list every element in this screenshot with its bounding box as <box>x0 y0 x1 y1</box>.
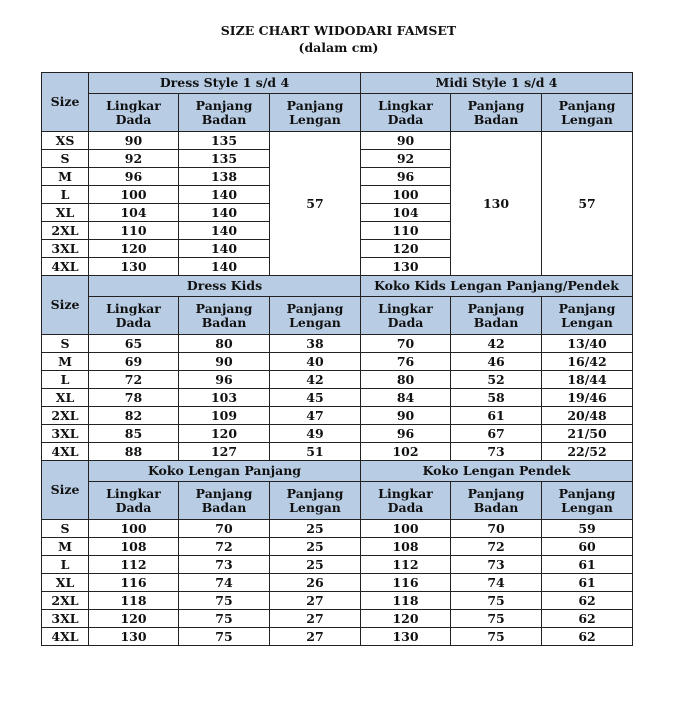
size-cell: 4XL <box>42 258 89 276</box>
value-cell: 120 <box>89 610 179 628</box>
size-cell: 3XL <box>42 240 89 258</box>
value-cell: 108 <box>361 538 451 556</box>
value-cell: 25 <box>270 520 361 538</box>
sub-header-line2: Badan <box>473 499 519 515</box>
size-header: Size <box>42 73 89 132</box>
size-cell: L <box>42 371 89 389</box>
midi-lingkar-dada-cell: 130 <box>361 258 451 276</box>
value-cell: 75 <box>451 610 542 628</box>
value-cell: 116 <box>361 574 451 592</box>
midi-panjang-badan-cell: 130 <box>451 132 542 276</box>
section-left-title: Dress Kids <box>89 276 361 297</box>
right-sub-header <box>361 482 451 520</box>
sub-header-line2: Dada <box>115 314 152 330</box>
value-cell: 13/40 <box>542 335 633 353</box>
left-sub-header <box>270 94 361 132</box>
value-cell: 75 <box>451 628 542 646</box>
value-cell: 70 <box>361 335 451 353</box>
value-cell: 118 <box>361 592 451 610</box>
sub-header-line2: Dada <box>387 314 424 330</box>
left-sub-header <box>179 94 270 132</box>
size-cell: 2XL <box>42 592 89 610</box>
value-cell: 58 <box>451 389 542 407</box>
right-sub-header <box>542 482 633 520</box>
value-cell: 49 <box>270 425 361 443</box>
section-right-title: Koko Lengan Pendek <box>361 461 633 482</box>
value-cell: 75 <box>179 628 270 646</box>
lingkar-dada-cell: 100 <box>89 186 179 204</box>
value-cell: 74 <box>451 574 542 592</box>
sub-header-row <box>42 94 633 132</box>
lingkar-dada-cell: 96 <box>89 168 179 186</box>
value-cell: 90 <box>179 353 270 371</box>
value-cell: 40 <box>270 353 361 371</box>
value-cell: 120 <box>179 425 270 443</box>
sub-header-line2: Lengan <box>561 314 613 330</box>
table-row <box>42 538 633 556</box>
sub-header-line1: Lingkar <box>106 97 161 113</box>
midi-lingkar-dada-cell: 100 <box>361 186 451 204</box>
table-row <box>42 610 633 628</box>
sub-header-line1: Panjang <box>195 485 253 501</box>
midi-lingkar-dada-cell: 110 <box>361 222 451 240</box>
value-cell: 27 <box>270 628 361 646</box>
sub-header-line1: Panjang <box>558 485 616 501</box>
sub-header-line2: Badan <box>473 314 519 330</box>
size-cell: S <box>42 150 89 168</box>
sub-header-line1: Panjang <box>467 300 525 316</box>
value-cell: 42 <box>451 335 542 353</box>
sub-header-line1: Panjang <box>286 485 344 501</box>
size-cell: XS <box>42 132 89 150</box>
value-cell: 60 <box>542 538 633 556</box>
value-cell: 100 <box>89 520 179 538</box>
sub-header-line2: Lengan <box>289 314 341 330</box>
value-cell: 109 <box>179 407 270 425</box>
value-cell: 116 <box>89 574 179 592</box>
value-cell: 61 <box>451 407 542 425</box>
midi-lingkar-dada-cell: 90 <box>361 132 451 150</box>
value-cell: 72 <box>179 538 270 556</box>
value-cell: 62 <box>542 628 633 646</box>
size-cell: 4XL <box>42 628 89 646</box>
section-left-title: Dress Style 1 s/d 4 <box>89 73 361 94</box>
value-cell: 75 <box>451 592 542 610</box>
value-cell: 102 <box>361 443 451 461</box>
size-cell: XL <box>42 574 89 592</box>
size-cell: 3XL <box>42 425 89 443</box>
value-cell: 16/42 <box>542 353 633 371</box>
midi-lingkar-dada-cell: 120 <box>361 240 451 258</box>
value-cell: 76 <box>361 353 451 371</box>
value-cell: 73 <box>451 556 542 574</box>
value-cell: 80 <box>361 371 451 389</box>
size-cell: M <box>42 168 89 186</box>
value-cell: 19/46 <box>542 389 633 407</box>
value-cell: 65 <box>89 335 179 353</box>
panjang-badan-cell: 138 <box>179 168 270 186</box>
section-header-row <box>42 73 633 94</box>
value-cell: 72 <box>451 538 542 556</box>
table-row <box>42 574 633 592</box>
value-cell: 27 <box>270 610 361 628</box>
size-cell: XL <box>42 204 89 222</box>
size-cell: S <box>42 335 89 353</box>
size-cell: 3XL <box>42 610 89 628</box>
value-cell: 26 <box>270 574 361 592</box>
table-row <box>42 556 633 574</box>
value-cell: 130 <box>361 628 451 646</box>
sub-header-line1: Panjang <box>558 300 616 316</box>
value-cell: 78 <box>89 389 179 407</box>
value-cell: 25 <box>270 538 361 556</box>
value-cell: 75 <box>179 592 270 610</box>
sub-header-row <box>42 482 633 520</box>
sub-header-line1: Lingkar <box>378 485 433 501</box>
right-sub-header <box>451 94 542 132</box>
right-sub-header <box>451 297 542 335</box>
panjang-badan-cell: 140 <box>179 222 270 240</box>
lingkar-dada-cell: 104 <box>89 204 179 222</box>
size-header: Size <box>42 276 89 335</box>
value-cell: 45 <box>270 389 361 407</box>
lingkar-dada-cell: 120 <box>89 240 179 258</box>
panjang-badan-cell: 135 <box>179 132 270 150</box>
value-cell: 18/44 <box>542 371 633 389</box>
sub-header-line2: Lengan <box>561 499 613 515</box>
sub-header-line1: Panjang <box>195 300 253 316</box>
midi-lingkar-dada-cell: 104 <box>361 204 451 222</box>
value-cell: 21/50 <box>542 425 633 443</box>
sub-header-line1: Panjang <box>286 300 344 316</box>
value-cell: 27 <box>270 592 361 610</box>
table-row <box>42 443 633 461</box>
right-sub-header <box>542 297 633 335</box>
sub-header-row <box>42 297 633 335</box>
value-cell: 25 <box>270 556 361 574</box>
sub-header-line1: Lingkar <box>106 485 161 501</box>
panjang-badan-cell: 140 <box>179 258 270 276</box>
size-cell: 4XL <box>42 443 89 461</box>
value-cell: 130 <box>89 628 179 646</box>
lingkar-dada-cell: 90 <box>89 132 179 150</box>
table-row <box>42 520 633 538</box>
value-cell: 88 <box>89 443 179 461</box>
value-cell: 20/48 <box>542 407 633 425</box>
value-cell: 112 <box>361 556 451 574</box>
value-cell: 96 <box>361 425 451 443</box>
size-cell: 2XL <box>42 407 89 425</box>
value-cell: 51 <box>270 443 361 461</box>
sub-header-line1: Lingkar <box>378 300 433 316</box>
value-cell: 52 <box>451 371 542 389</box>
sub-header-line2: Badan <box>473 111 519 127</box>
left-sub-header <box>89 482 179 520</box>
value-cell: 108 <box>89 538 179 556</box>
table-row <box>42 592 633 610</box>
right-sub-header <box>451 482 542 520</box>
sub-header-line1: Panjang <box>467 485 525 501</box>
value-cell: 73 <box>451 443 542 461</box>
value-cell: 46 <box>451 353 542 371</box>
value-cell: 61 <box>542 574 633 592</box>
sub-header-line2: Lengan <box>561 111 613 127</box>
sub-header-line1: Lingkar <box>378 97 433 113</box>
value-cell: 59 <box>542 520 633 538</box>
value-cell: 70 <box>451 520 542 538</box>
table-row <box>42 335 633 353</box>
section-header-row <box>42 461 633 482</box>
midi-lingkar-dada-cell: 96 <box>361 168 451 186</box>
right-sub-header <box>361 94 451 132</box>
value-cell: 22/52 <box>542 443 633 461</box>
value-cell: 67 <box>451 425 542 443</box>
value-cell: 103 <box>179 389 270 407</box>
sub-header-line2: Dada <box>115 499 152 515</box>
left-sub-header <box>270 482 361 520</box>
sub-header-line1: Lingkar <box>106 300 161 316</box>
midi-lingkar-dada-cell: 92 <box>361 150 451 168</box>
panjang-badan-cell: 140 <box>179 204 270 222</box>
sub-header-line2: Badan <box>201 314 247 330</box>
value-cell: 47 <box>270 407 361 425</box>
section-right-title: Koko Kids Lengan Panjang/Pendek <box>361 276 633 297</box>
value-cell: 118 <box>89 592 179 610</box>
sub-header-line2: Badan <box>201 111 247 127</box>
sub-header-line2: Badan <box>201 499 247 515</box>
chart-title: SIZE CHART WIDODARI FAMSET <box>220 23 457 38</box>
value-cell: 69 <box>89 353 179 371</box>
left-sub-header <box>89 297 179 335</box>
sub-header-line1: Panjang <box>195 97 253 113</box>
right-sub-header <box>542 94 633 132</box>
lingkar-dada-cell: 130 <box>89 258 179 276</box>
size-cell: XL <box>42 389 89 407</box>
value-cell: 90 <box>361 407 451 425</box>
value-cell: 74 <box>179 574 270 592</box>
sub-header-line1: Panjang <box>558 97 616 113</box>
sub-header-line2: Lengan <box>289 111 341 127</box>
value-cell: 42 <box>270 371 361 389</box>
section-left-title: Koko Lengan Panjang <box>89 461 361 482</box>
table-row <box>42 371 633 389</box>
size-cell: L <box>42 556 89 574</box>
left-sub-header <box>89 94 179 132</box>
value-cell: 61 <box>542 556 633 574</box>
right-sub-header <box>361 297 451 335</box>
value-cell: 85 <box>89 425 179 443</box>
value-cell: 120 <box>361 610 451 628</box>
sub-header-line1: Panjang <box>286 97 344 113</box>
table-row <box>42 389 633 407</box>
value-cell: 62 <box>542 610 633 628</box>
size-header: Size <box>42 461 89 520</box>
sub-header-line2: Dada <box>387 111 424 127</box>
sub-header-line2: Dada <box>387 499 424 515</box>
sub-header-line2: Lengan <box>289 499 341 515</box>
value-cell: 112 <box>89 556 179 574</box>
midi-panjang-lengan-cell: 57 <box>542 132 633 276</box>
value-cell: 82 <box>89 407 179 425</box>
table-row <box>42 425 633 443</box>
value-cell: 96 <box>179 371 270 389</box>
value-cell: 73 <box>179 556 270 574</box>
sub-header-line1: Panjang <box>467 97 525 113</box>
size-cell: M <box>42 353 89 371</box>
left-sub-header <box>179 297 270 335</box>
chart-subtitle: (dalam cm) <box>298 40 379 55</box>
table-row <box>42 407 633 425</box>
size-chart-table <box>41 72 633 646</box>
panjang-badan-cell: 140 <box>179 240 270 258</box>
sub-header-line2: Dada <box>115 111 152 127</box>
lingkar-dada-cell: 92 <box>89 150 179 168</box>
table-row <box>42 353 633 371</box>
dress-panjang-lengan-cell: 57 <box>270 132 361 276</box>
section-right-title: Midi Style 1 s/d 4 <box>361 73 633 94</box>
left-sub-header <box>179 482 270 520</box>
value-cell: 100 <box>361 520 451 538</box>
size-cell: S <box>42 520 89 538</box>
value-cell: 80 <box>179 335 270 353</box>
section-header-row <box>42 276 633 297</box>
size-cell: M <box>42 538 89 556</box>
size-cell: 2XL <box>42 222 89 240</box>
value-cell: 84 <box>361 389 451 407</box>
value-cell: 38 <box>270 335 361 353</box>
value-cell: 72 <box>89 371 179 389</box>
table-row <box>42 132 633 150</box>
size-cell: L <box>42 186 89 204</box>
table-row <box>42 628 633 646</box>
value-cell: 75 <box>179 610 270 628</box>
lingkar-dada-cell: 110 <box>89 222 179 240</box>
value-cell: 62 <box>542 592 633 610</box>
panjang-badan-cell: 135 <box>179 150 270 168</box>
left-sub-header <box>270 297 361 335</box>
value-cell: 127 <box>179 443 270 461</box>
value-cell: 70 <box>179 520 270 538</box>
panjang-badan-cell: 140 <box>179 186 270 204</box>
